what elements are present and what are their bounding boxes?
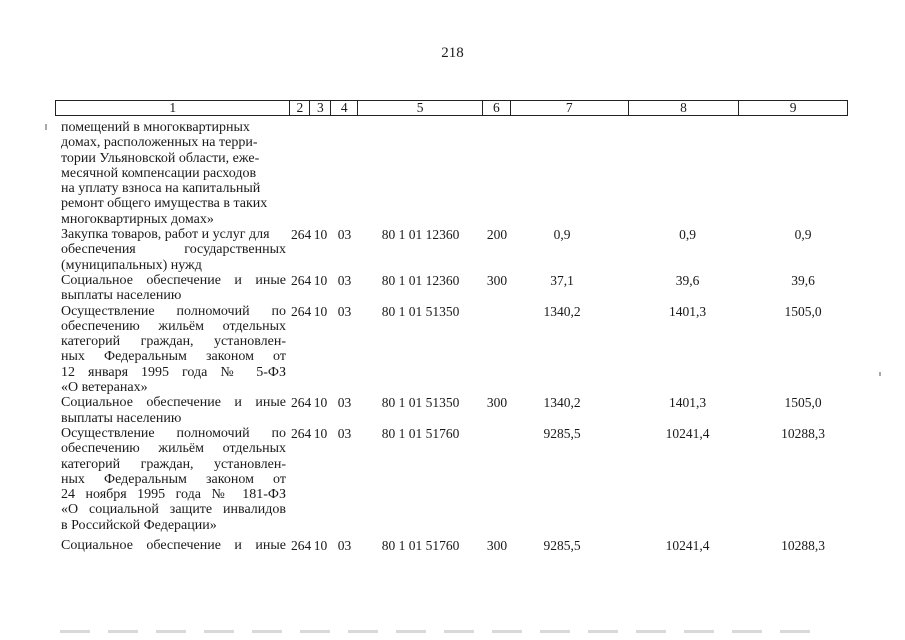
cell-target-article: 80 1 01 51760: [381, 425, 460, 441]
description-line: месячной компенсации расходов: [61, 165, 257, 181]
description-line: «О социальной защите инвалидов: [61, 502, 286, 518]
description-line: Осуществление полномочий по: [61, 425, 286, 441]
cell-subsection: 03: [337, 303, 352, 319]
row-description: [55, 120, 290, 227]
cell-target-article: 80 1 01 12360: [381, 227, 460, 243]
description-line: (муниципальных) нужд: [61, 257, 202, 273]
column-header-6: 6: [483, 101, 511, 115]
column-header-9: 9: [789, 100, 797, 115]
cell-target-article: 80 1 01 51350: [381, 395, 460, 411]
description-line: на уплату взноса на капитальный: [61, 181, 261, 197]
row-description: [55, 395, 290, 426]
cell-expense-type: 300: [486, 538, 508, 554]
description-line: Осуществление полномочий по: [61, 303, 286, 319]
row-description: [55, 538, 290, 553]
table-row: [55, 227, 848, 273]
description-line: обеспечению жильём отдельных: [61, 318, 286, 334]
column-header-7: 7: [511, 101, 629, 115]
cell-amount-2: 0,9: [679, 227, 696, 243]
table-row: [55, 273, 848, 304]
cell-amount-1: 1340,2: [543, 395, 581, 411]
row-description: [55, 227, 290, 273]
scan-bottom-edge: [60, 630, 820, 633]
column-header-2: 2: [290, 101, 310, 115]
cell-expense-type: 200: [486, 227, 508, 243]
description-line: многоквартирных домах»: [61, 211, 214, 227]
table-row: [55, 426, 848, 533]
cell-section: 10: [313, 538, 328, 554]
description-line: выплаты населению: [61, 410, 182, 426]
description-line: ных Федеральным законом от: [61, 349, 286, 365]
cell-amount-2: 10241,4: [665, 538, 710, 554]
description-line: 24 ноября 1995 года № 181-ФЗ: [61, 487, 286, 503]
cell-section: 10: [313, 303, 328, 319]
table-body: [55, 116, 848, 553]
cell-amount-3: 39,6: [791, 272, 815, 288]
cell-ministry: 264: [291, 272, 312, 288]
scan-speck: [45, 124, 47, 130]
row-description: [55, 426, 290, 533]
cell-ministry: 264: [291, 425, 312, 441]
cell-section: 10: [313, 272, 328, 288]
page-number: 218: [441, 45, 464, 61]
cell-ministry: 264: [291, 395, 312, 411]
cell-amount-2: 1401,3: [668, 395, 707, 411]
cell-ministry: 264: [291, 227, 312, 243]
scan-speck: [879, 372, 881, 376]
description-line: в Российской Федерации»: [61, 517, 217, 533]
description-line: домах, расположенных на терри-: [61, 135, 258, 151]
description-line: выплаты населению: [61, 288, 182, 304]
cell-amount-3: 1505,0: [784, 303, 822, 319]
description-line: обеспечению жильём отдельных: [61, 441, 286, 457]
cell-amount-2: 1401,3: [668, 303, 707, 319]
cell-target-article: 80 1 01 51760: [381, 538, 460, 554]
cell-section: 10: [313, 395, 328, 411]
description-line: ремонт общего имущества в таких: [61, 196, 268, 212]
column-header-8: 8: [629, 101, 740, 115]
column-header-1: 1: [56, 101, 290, 115]
column-header-4: 4: [331, 101, 358, 115]
description-line: категорий граждан, установлен-: [61, 456, 286, 472]
cell-target-article: 80 1 01 51350: [381, 303, 460, 319]
cell-amount-2: 39,6: [675, 272, 700, 288]
cell-section: 10: [313, 425, 328, 441]
column-header-3: 3: [310, 101, 331, 115]
cell-amount-3: 0,9: [794, 227, 812, 243]
row-description: [55, 304, 290, 396]
cell-subsection: 03: [337, 227, 352, 243]
column-header-5: 5: [358, 101, 483, 115]
description-line: Социальное обеспечение и иные: [61, 538, 286, 554]
description-line: тории Ульяновской области, еже-: [61, 150, 260, 166]
description-line: ных Федеральным законом от: [61, 471, 286, 487]
table-row: [55, 120, 848, 227]
row-description: [55, 273, 290, 304]
cell-subsection: 03: [337, 538, 352, 554]
cell-subsection: 03: [337, 425, 352, 441]
description-line: Закупка товаров, работ и услуг для: [61, 227, 270, 243]
cell-subsection: 03: [337, 395, 352, 411]
table-header-row: [55, 100, 848, 116]
description-line: «О ветеранах»: [61, 380, 148, 396]
cell-section: 10: [313, 227, 328, 243]
cell-expense-type: 300: [486, 272, 508, 288]
cell-amount-3: 1505,0: [784, 395, 822, 411]
table-row: [55, 304, 848, 396]
cell-amount-1: 0,9: [553, 227, 571, 243]
cell-ministry: 264: [291, 303, 312, 319]
cell-amount-1: 37,1: [550, 272, 574, 288]
description-line: обеспечения государственных: [61, 242, 286, 258]
table-row: [55, 395, 848, 426]
description-line: категорий граждан, установлен-: [61, 334, 286, 350]
cell-amount-3: 10288,3: [781, 425, 825, 441]
description-line: Социальное обеспечение и иные: [61, 272, 286, 288]
table-row: [55, 538, 848, 553]
budget-table: [55, 100, 848, 553]
description-line: 12 января 1995 года № 5-ФЗ: [61, 364, 286, 380]
description-line: помещений в многоквартирных: [61, 120, 250, 135]
cell-amount-2: 10241,4: [665, 425, 710, 441]
cell-amount-1: 9285,5: [543, 425, 581, 441]
cell-subsection: 03: [337, 272, 352, 288]
cell-ministry: 264: [291, 538, 312, 554]
description-line: Социальное обеспечение и иные: [61, 395, 286, 411]
cell-target-article: 80 1 01 12360: [381, 272, 460, 288]
cell-amount-1: 9285,5: [543, 538, 581, 554]
cell-amount-3: 10288,3: [781, 538, 825, 554]
cell-amount-1: 1340,2: [543, 303, 581, 319]
cell-expense-type: 300: [486, 395, 508, 411]
